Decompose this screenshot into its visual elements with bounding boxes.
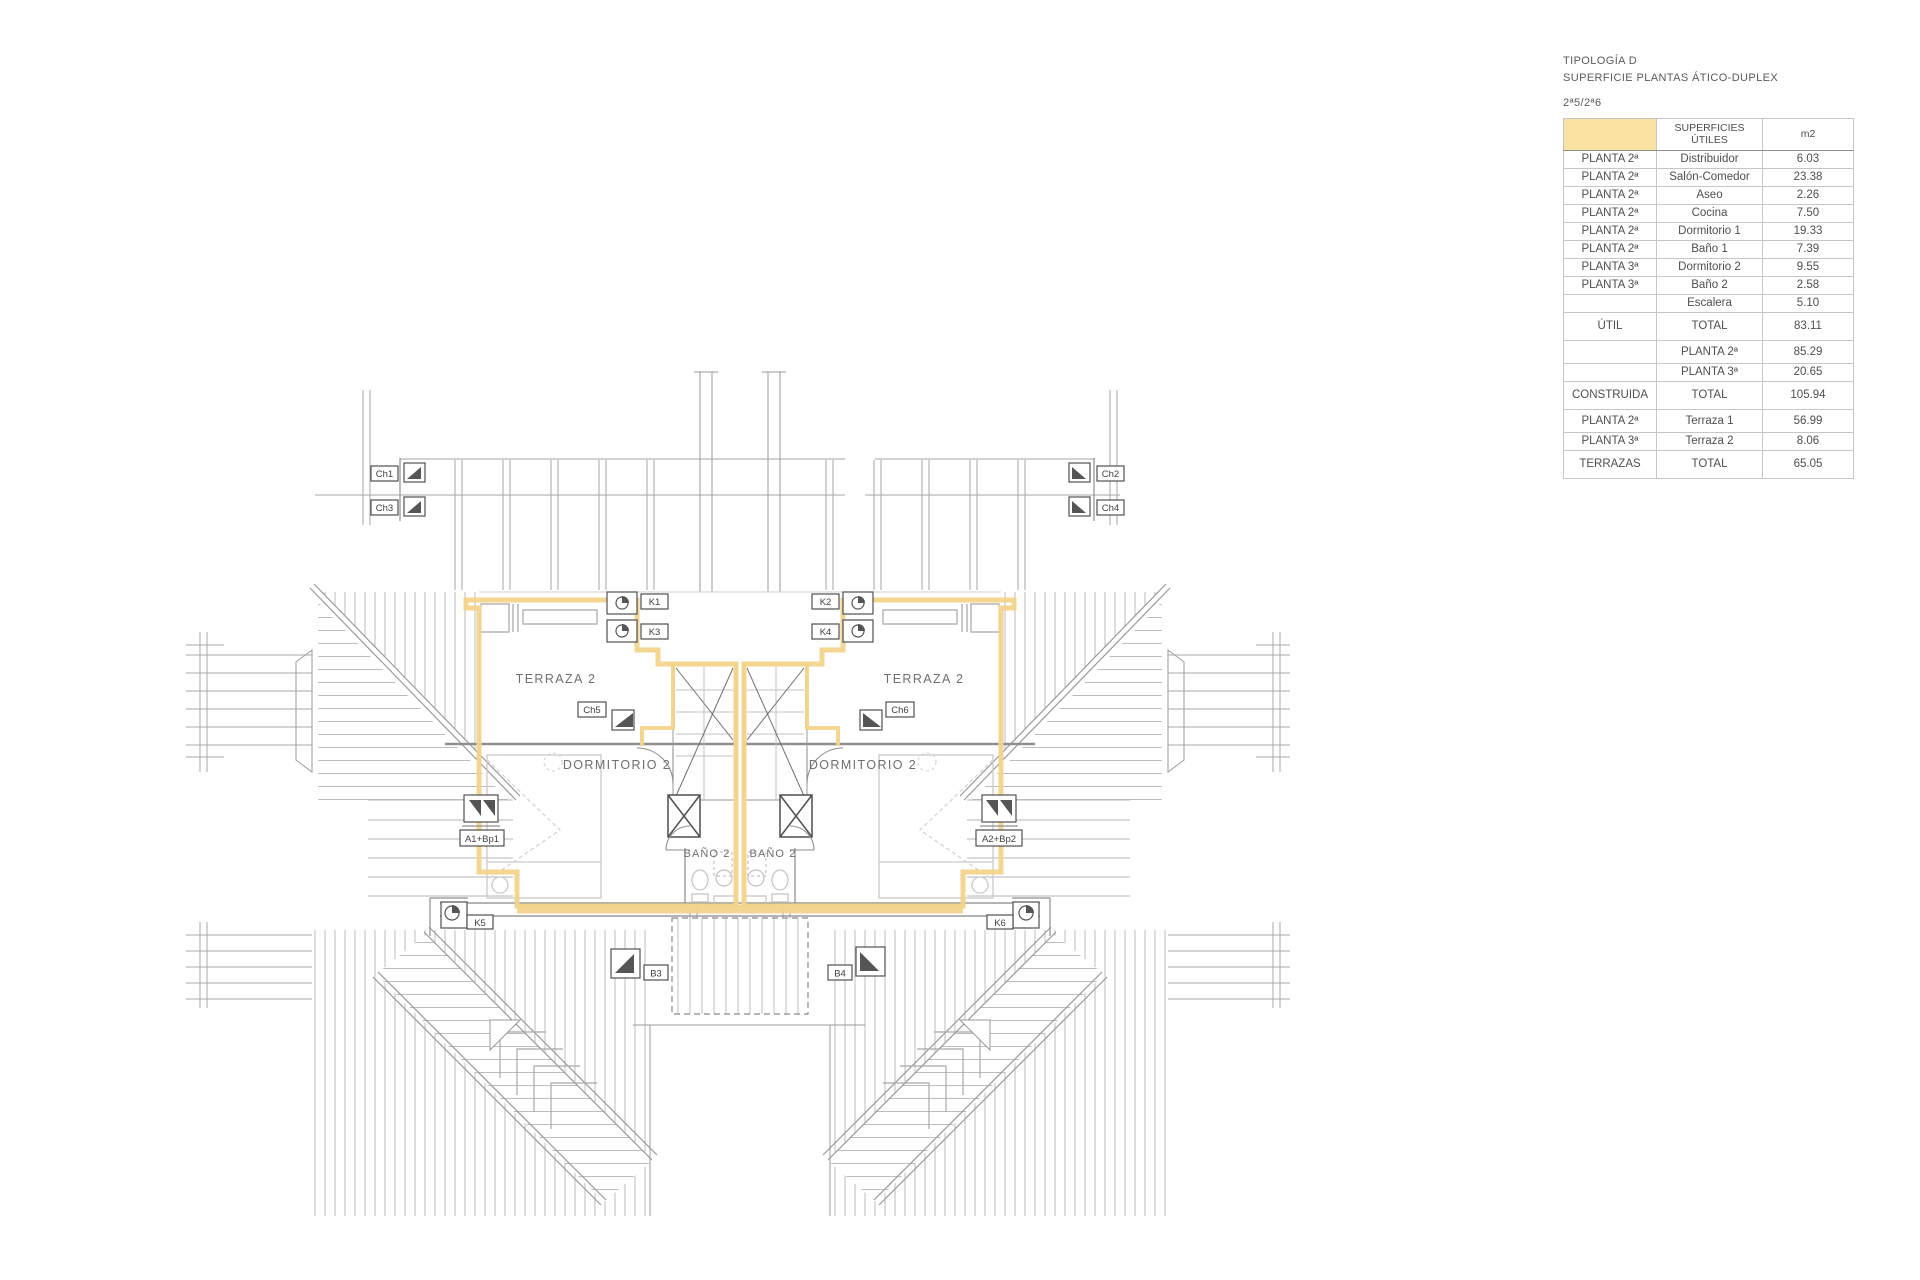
table-row: [1564, 382, 1854, 410]
cell-floor: [1564, 341, 1657, 364]
cell-space: TOTAL: [1657, 451, 1763, 479]
cell-floor: PLANTA 3ª: [1564, 433, 1657, 451]
table-row: [1564, 341, 1854, 364]
room-label-bano-left: BAÑO 2: [683, 848, 731, 860]
tag-k3: K3: [648, 627, 661, 638]
header-m2: m2: [1763, 119, 1854, 151]
walls: [440, 744, 1040, 916]
center-gap-edges: [633, 1025, 865, 1216]
table-row: [1564, 313, 1854, 341]
stair-left: [673, 664, 736, 800]
header-surfaces-line2: ÚTILES: [1691, 133, 1728, 146]
cell-floor: PLANTA 2ª: [1564, 223, 1657, 241]
room-label-dormitorio-right: DORMITORIO 2: [808, 758, 918, 772]
table-row: [1564, 151, 1854, 169]
cell-space: Baño 2: [1657, 277, 1763, 295]
cell-space: Dormitorio 1: [1657, 223, 1763, 241]
table-row: [1564, 364, 1854, 382]
header-surfaces: [1657, 119, 1763, 151]
table-header-row: [1564, 119, 1854, 151]
cell-value: 105.94: [1763, 382, 1854, 410]
room-label-terraza-right: TERRAZA 2: [883, 672, 965, 686]
tag-ch6: Ch6: [891, 705, 909, 716]
cell-value: 65.05: [1763, 451, 1854, 479]
cell-value: 2.58: [1763, 277, 1854, 295]
cell-floor: ÚTIL: [1564, 313, 1657, 341]
tag-k6: K6: [994, 918, 1006, 929]
roof-right-edge-bracket: [1168, 650, 1184, 772]
cell-space: Distribuidor: [1657, 151, 1763, 169]
cell-value: 83.11: [1763, 313, 1854, 341]
cell-floor: PLANTA 2ª: [1564, 205, 1657, 223]
tag-b3: B3: [650, 968, 662, 980]
table-row: [1564, 451, 1854, 479]
cell-floor: PLANTA 3ª: [1564, 259, 1657, 277]
cell-space: PLANTA 3ª: [1657, 364, 1763, 382]
tag-a2: A2+Bp2: [981, 834, 1017, 845]
header-surfaces-line1: SUPERFICIES: [1674, 122, 1745, 135]
tag-ch2: Ch2: [1101, 469, 1120, 480]
cell-space: Escalera: [1657, 295, 1763, 313]
tag-k1: K1: [648, 597, 661, 608]
area-table: [1563, 118, 1854, 479]
table-row: [1564, 277, 1854, 295]
side-band-left-lower: [186, 922, 312, 1008]
cell-space: Aseo: [1657, 187, 1763, 205]
table-row: [1564, 223, 1854, 241]
sheet-subtitle: SUPERFICIE PLANTAS ÁTICO-DUPLEX: [1563, 72, 1779, 84]
cell-floor: [1564, 295, 1657, 313]
terrace-right-furniture: [883, 604, 999, 632]
cell-floor: PLANTA 2ª: [1564, 151, 1657, 169]
cell-value: 8.06: [1763, 433, 1854, 451]
roof-bottom-left: [312, 927, 657, 1216]
chimney-icon: [404, 463, 425, 482]
tag-ch5: Ch5: [583, 705, 601, 716]
cell-value: 2.26: [1763, 187, 1854, 205]
cell-value: 7.39: [1763, 241, 1854, 259]
stair-right: [744, 664, 807, 800]
cell-space: Terraza 2: [1657, 433, 1763, 451]
table-row: [1564, 259, 1854, 277]
cell-floor: PLANTA 3ª: [1564, 277, 1657, 295]
tag-b4: B4: [834, 968, 846, 980]
cell-value: 56.99: [1763, 410, 1854, 433]
table-row: [1564, 205, 1854, 223]
tag-a1: A1+Bp1: [464, 834, 500, 845]
cell-space: Dormitorio 2: [1657, 259, 1763, 277]
cell-space: TOTAL: [1657, 313, 1763, 341]
typology-title: TIPOLOGÍA D: [1563, 55, 1638, 67]
table-row: [1564, 433, 1854, 451]
summary-panel: [1563, 55, 1851, 479]
cell-floor: CONSTRUIDA: [1564, 382, 1657, 410]
cell-space: PLANTA 2ª: [1657, 341, 1763, 364]
cell-space: Baño 1: [1657, 241, 1763, 259]
room-label-terraza-left: TERRAZA 2: [515, 672, 597, 686]
cell-floor: PLANTA 2ª: [1564, 187, 1657, 205]
cell-value: 19.33: [1763, 223, 1854, 241]
room-label-dormitorio-left: DORMITORIO 2: [562, 758, 672, 772]
table-row: [1564, 241, 1854, 259]
terrace-divider-left: [642, 664, 673, 746]
cell-space: Terraza 1: [1657, 410, 1763, 433]
tag-k4: K4: [819, 627, 832, 638]
cell-value: 23.38: [1763, 169, 1854, 187]
ceiling-light-left: [544, 753, 562, 771]
side-band-right-upper: [1168, 632, 1290, 772]
table-row: [1564, 295, 1854, 313]
cell-value: 20.65: [1763, 364, 1854, 382]
tag-k2: K2: [819, 597, 832, 608]
table-row: [1564, 187, 1854, 205]
highlight-legend-cell: [1564, 119, 1657, 151]
cell-floor: PLANTA 2ª: [1564, 410, 1657, 433]
stair-skylight-dashed: [672, 918, 808, 1014]
chimney-icon: [404, 497, 425, 516]
tag-ch1: Ch1: [375, 469, 394, 480]
table-row: [1564, 169, 1854, 187]
side-band-left-upper: [186, 632, 312, 772]
shaft-right: [780, 795, 812, 837]
cell-value: 7.50: [1763, 205, 1854, 223]
cell-value: 6.03: [1763, 151, 1854, 169]
roof-left-edge-bracket: [296, 650, 312, 772]
tag-ch4: Ch4: [1101, 503, 1120, 514]
side-band-right-lower: [1168, 922, 1290, 1008]
table-row: [1564, 410, 1854, 433]
cell-floor: PLANTA 2ª: [1564, 169, 1657, 187]
pergola-right: [826, 390, 1120, 590]
cell-space: Cocina: [1657, 205, 1763, 223]
unit-numbers: 2ª5/2ª6: [1563, 97, 1602, 109]
cell-value: 5.10: [1763, 295, 1854, 313]
terrace-left-furniture: [481, 604, 597, 632]
cell-floor: [1564, 364, 1657, 382]
shaft-left: [668, 795, 700, 837]
ceiling-light-right: [918, 753, 936, 771]
cell-space: TOTAL: [1657, 382, 1763, 410]
pergola-left: [315, 390, 845, 590]
cell-value: 85.29: [1763, 341, 1854, 364]
terrace-divider-right: [807, 664, 838, 746]
center-posts: [694, 372, 786, 592]
cell-value: 9.55: [1763, 259, 1854, 277]
cell-floor: PLANTA 2ª: [1564, 241, 1657, 259]
cell-floor: TERRAZAS: [1564, 451, 1657, 479]
room-label-bano-right: BAÑO 2: [749, 848, 797, 860]
tag-ch3: Ch3: [375, 503, 394, 514]
tag-k5: K5: [474, 918, 486, 929]
cell-space: Salón-Comedor: [1657, 169, 1763, 187]
